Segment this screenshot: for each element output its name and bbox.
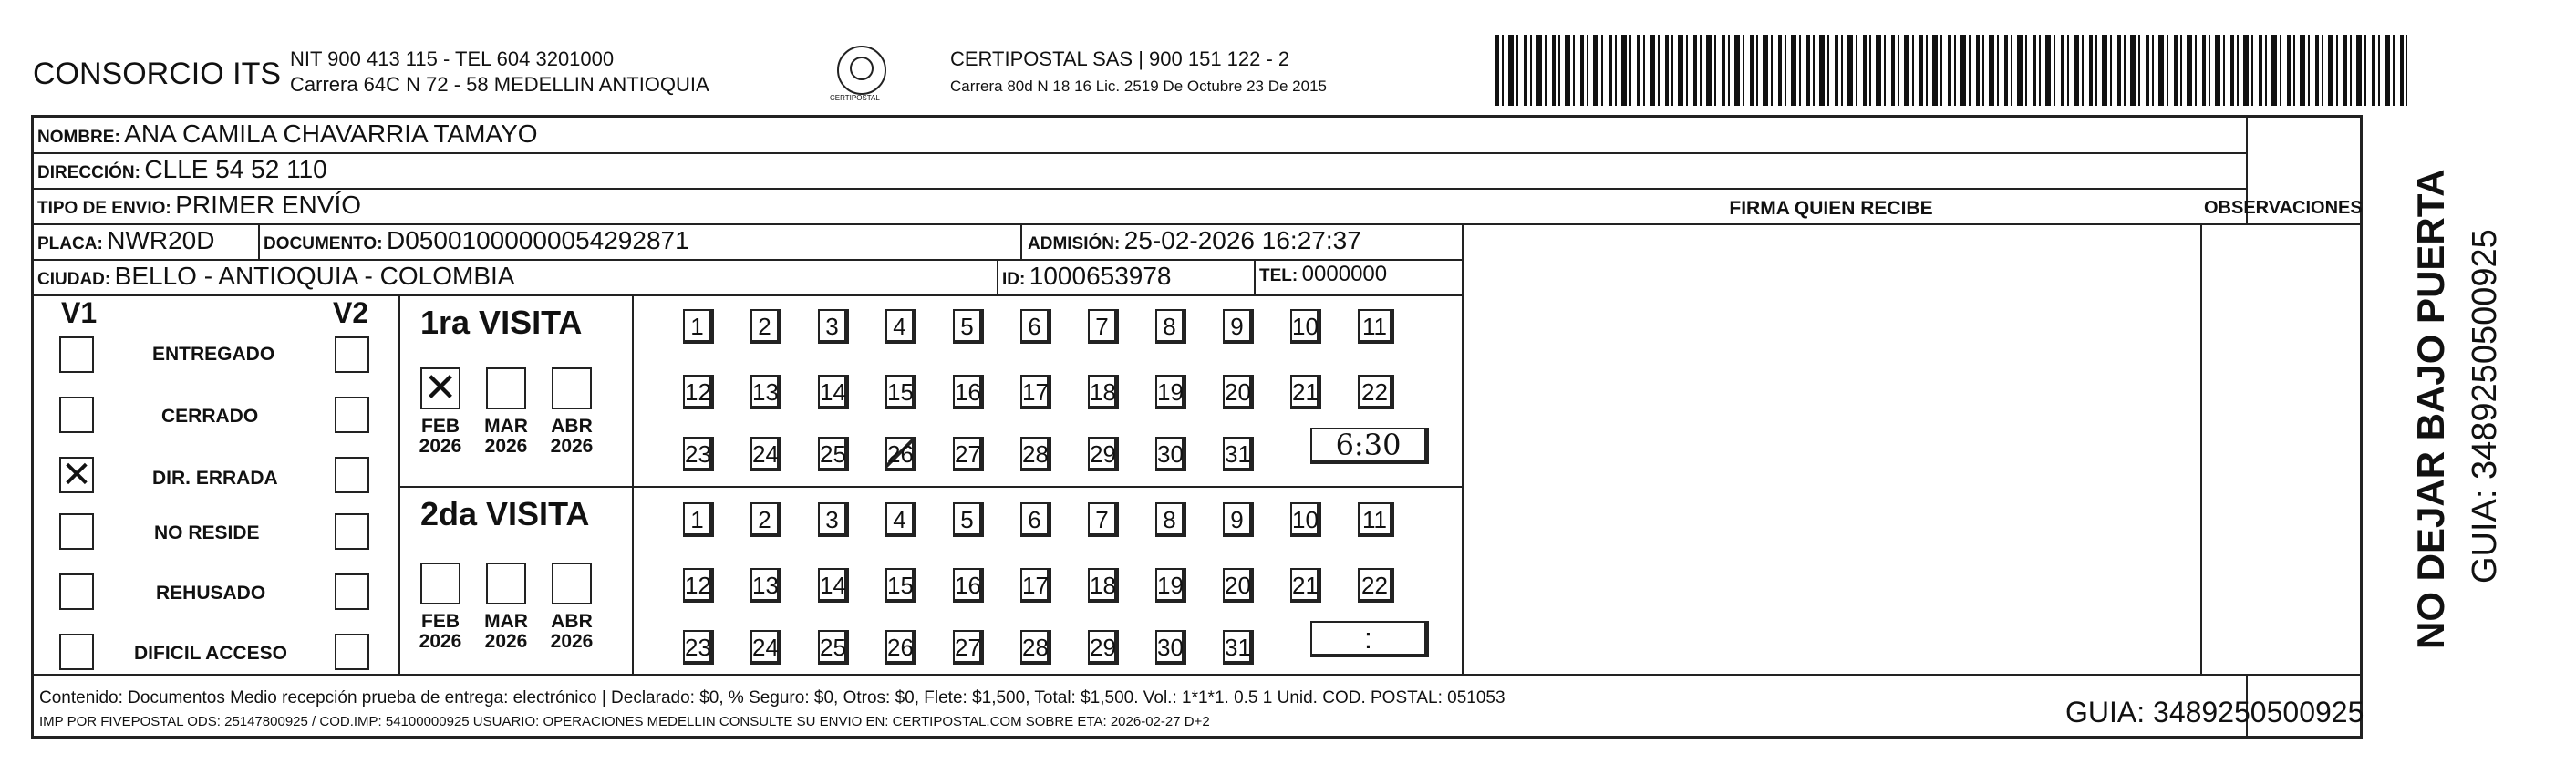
first-visit-day-22[interactable]: 22 <box>1358 375 1394 409</box>
license-line: Carrera 80d N 18 16 Lic. 2519 De Octubre 23 De 2015 <box>950 78 1327 95</box>
first-visit-day-6[interactable]: 6 <box>1020 309 1051 344</box>
second-visit-day-12[interactable]: 12 <box>683 568 714 603</box>
second-visit-day-13[interactable]: 13 <box>750 568 781 603</box>
first-visit-day-3[interactable]: 3 <box>818 309 849 344</box>
observaciones-label: OBSERVACIONES <box>2204 198 2363 218</box>
first-visit-day-1[interactable]: 1 <box>683 309 714 344</box>
first-visit-month-abr: ABR 2026 <box>550 416 594 457</box>
direccion-label: DIRECCIÓN: <box>37 163 140 182</box>
delivery-form <box>31 115 2363 739</box>
second-visit-day-3[interactable]: 3 <box>818 502 849 537</box>
second-visit-day-28[interactable]: 28 <box>1020 630 1051 665</box>
first-visit-day-19[interactable]: 19 <box>1155 375 1186 409</box>
first-visit-day-20[interactable]: 20 <box>1223 375 1254 409</box>
second-visit-day-17[interactable]: 17 <box>1020 568 1051 603</box>
first-visit-day-25[interactable]: 25 <box>818 437 849 471</box>
footer-contents: Contenido: Documentos Medio recepción prueba de entrega: electrónico | Declarado: $0, % Seguro: $0, Otros: $0, Flete: $1,500, Total: $1,500. Vol.: 1*1*1. 0.5 1 Unid. COD. POSTAL: 051053 <box>39 688 1505 708</box>
side-warning: NO DEJAR BAJO PUERTA <box>2409 169 2452 649</box>
id-label: ID: <box>1002 270 1026 289</box>
footer-print-info: IMP POR FIVEPOSTAL ODS: 25147800925 / COD.IMP: 54100000925 USUARIO: OPERACIONES MEDELLIN CONSULTE SU ENVIO EN: CERTIPOSTAL.COM SOBRE ETA: 2026-02-27 D+2 <box>39 714 1210 729</box>
second-visit-day-21[interactable]: 21 <box>1290 568 1321 603</box>
documento-label: DOCUMENTO: <box>264 234 383 253</box>
certipostal-line: CERTIPOSTAL SAS | 900 151 122 - 2 <box>950 47 1290 70</box>
first-visit-day-29[interactable]: 29 <box>1088 437 1119 471</box>
tel-row <box>1259 262 1387 287</box>
admision-value: 25-02-2026 16:27:37 <box>1123 226 1361 254</box>
second-visit-day-7[interactable]: 7 <box>1088 502 1119 537</box>
v2-checkbox-dir-errada[interactable] <box>335 457 369 493</box>
ciudad-value: BELLO - ANTIOQUIA - COLOMBIA <box>114 262 515 290</box>
first-visit-day-5[interactable]: 5 <box>953 309 984 344</box>
side-guia: GUIA: 3489250500925 <box>2466 229 2504 584</box>
placa-label: PLACA: <box>37 234 103 253</box>
first-visit-day-31[interactable]: 31 <box>1223 437 1254 471</box>
option-entregado: ENTREGADO <box>152 344 275 365</box>
certipostal-logo <box>837 46 886 95</box>
first-visit-day-26[interactable]: 26 <box>885 437 916 471</box>
first-visit-month-feb: FEB 2026 <box>419 416 462 457</box>
option-dir-errada: DIR. ERRADA <box>152 468 278 489</box>
second-visit-month-abr-checkbox[interactable] <box>552 563 592 604</box>
option-cerrado: CERRADO <box>161 406 259 427</box>
second-visit-day-27[interactable]: 27 <box>953 630 984 665</box>
v1-checkbox-cerrado[interactable] <box>59 397 94 433</box>
first-visit-day-18[interactable]: 18 <box>1088 375 1119 409</box>
second-visit-day-31[interactable]: 31 <box>1223 630 1254 665</box>
second-visit-day-9[interactable]: 9 <box>1223 502 1254 537</box>
second-visit-day-15[interactable]: 15 <box>885 568 916 603</box>
v2-label: V2 <box>333 296 369 329</box>
footer-guia: GUIA: 3489250500925 <box>2065 696 2364 728</box>
first-visit-day-15[interactable]: 15 <box>885 375 916 409</box>
nombre-value: ANA CAMILA CHAVARRIA TAMAYO <box>124 119 538 148</box>
second-visit-day-2[interactable]: 2 <box>750 502 781 537</box>
second-visit-day-5[interactable]: 5 <box>953 502 984 537</box>
first-visit-time[interactable]: 6:30 <box>1310 428 1429 464</box>
nit-tel: NIT 900 413 115 - TEL 604 3201000 <box>290 47 615 70</box>
second-visit-day-10[interactable]: 10 <box>1290 502 1321 537</box>
first-visit-day-27[interactable]: 27 <box>953 437 984 471</box>
first-visit-day-4[interactable]: 4 <box>885 309 916 344</box>
id-row <box>1002 262 1172 291</box>
first-visit-month-mar-checkbox[interactable] <box>486 367 526 409</box>
ciudad-label: CIUDAD: <box>37 270 111 289</box>
barcode <box>1495 35 2407 106</box>
first-visit-day-10[interactable]: 10 <box>1290 309 1321 344</box>
second-visit-day-29[interactable]: 29 <box>1088 630 1119 665</box>
v1-label: V1 <box>61 296 98 329</box>
second-visit-title: 2da VISITA <box>420 495 590 532</box>
second-visit-month-abr: ABR 2026 <box>550 611 594 652</box>
firma-label: FIRMA QUIEN RECIBE <box>1729 198 1933 219</box>
first-visit-day-21[interactable]: 21 <box>1290 375 1321 409</box>
v2-checkbox-entregado[interactable] <box>335 336 369 373</box>
second-visit-month-feb-checkbox[interactable] <box>420 563 460 604</box>
second-visit-day-14[interactable]: 14 <box>818 568 849 603</box>
first-visit-day-9[interactable]: 9 <box>1223 309 1254 344</box>
nombre-row <box>37 119 538 149</box>
documento-value: D05001000000054292871 <box>387 226 689 254</box>
first-visit-month-abr-checkbox[interactable] <box>552 367 592 409</box>
first-visit-month-mar: MAR 2026 <box>484 416 528 457</box>
second-visit-day-26[interactable]: 26 <box>885 630 916 665</box>
second-visit-day-16[interactable]: 16 <box>953 568 984 603</box>
tipo-label: TIPO DE ENVIO: <box>37 199 171 218</box>
second-visit-day-19[interactable]: 19 <box>1155 568 1186 603</box>
v2-checkbox-rehusado[interactable] <box>335 574 369 610</box>
first-visit-month-feb-checkbox[interactable]: ✕ <box>420 367 460 409</box>
placa-row <box>37 226 214 255</box>
first-visit-day-7[interactable]: 7 <box>1088 309 1119 344</box>
second-visit-day-24[interactable]: 24 <box>750 630 781 665</box>
first-visit-day-8[interactable]: 8 <box>1155 309 1186 344</box>
v1-checkbox-entregado[interactable] <box>59 336 94 373</box>
tel-label: TEL: <box>1259 266 1298 285</box>
admision-row <box>1028 226 1361 255</box>
id-value: 1000653978 <box>1029 262 1172 290</box>
company-name: CONSORCIO ITS <box>33 57 282 91</box>
first-visit-day-30[interactable]: 30 <box>1155 437 1186 471</box>
documento-row <box>264 226 689 255</box>
second-visit-month-mar-checkbox[interactable] <box>486 563 526 604</box>
second-visit-day-25[interactable]: 25 <box>818 630 849 665</box>
first-visit-day-17[interactable]: 17 <box>1020 375 1051 409</box>
first-visit-day-16[interactable]: 16 <box>953 375 984 409</box>
placa-value: NWR20D <box>107 226 215 254</box>
second-visit-day-30[interactable]: 30 <box>1155 630 1186 665</box>
second-visit-day-11[interactable]: 11 <box>1358 502 1394 537</box>
option-dificil-acceso: DIFICIL ACCESO <box>134 643 288 664</box>
first-visit-day-23[interactable]: 23 <box>683 437 714 471</box>
nombre-label: NOMBRE: <box>37 128 120 147</box>
logo-text: CERTIPOSTAL <box>830 94 880 102</box>
v1-checkbox-rehusado[interactable] <box>59 574 94 610</box>
first-visit-day-24[interactable]: 24 <box>750 437 781 471</box>
tel-value: 0000000 <box>1301 262 1388 286</box>
company-address: Carrera 64C N 72 - 58 MEDELLIN ANTIOQUIA <box>290 73 709 96</box>
second-visit-day-1[interactable]: 1 <box>683 502 714 537</box>
second-visit-day-6[interactable]: 6 <box>1020 502 1051 537</box>
v1-checkbox-dificil-acceso[interactable] <box>59 634 94 670</box>
second-visit-day-8[interactable]: 8 <box>1155 502 1186 537</box>
v2-checkbox-cerrado[interactable] <box>335 397 369 433</box>
tipo-row <box>37 191 361 220</box>
second-visit-day-20[interactable]: 20 <box>1223 568 1254 603</box>
option-rehusado: REHUSADO <box>156 583 266 604</box>
direccion-value: CLLE 54 52 110 <box>144 155 327 183</box>
admision-label: ADMISIÓN: <box>1028 234 1121 253</box>
v2-checkbox-dificil-acceso[interactable] <box>335 634 369 670</box>
second-visit-day-23[interactable]: 23 <box>683 630 714 665</box>
first-visit-day-28[interactable]: 28 <box>1020 437 1051 471</box>
first-visit-day-14[interactable]: 14 <box>818 375 849 409</box>
option-no-reside: NO RESIDE <box>154 522 260 543</box>
second-visit-month-feb: FEB 2026 <box>419 611 462 652</box>
ciudad-row <box>37 262 514 291</box>
second-visit-day-4[interactable]: 4 <box>885 502 916 537</box>
first-visit-day-13[interactable]: 13 <box>750 375 781 409</box>
second-visit-day-18[interactable]: 18 <box>1088 568 1119 603</box>
v1-checkbox-no-reside[interactable] <box>59 513 94 550</box>
second-visit-time[interactable]: : <box>1310 621 1429 657</box>
first-visit-day-11[interactable]: 11 <box>1358 309 1394 344</box>
v1-checkbox-dir-errada[interactable]: ✕ <box>59 457 94 493</box>
first-visit-day-12[interactable]: 12 <box>683 375 714 409</box>
first-visit-day-2[interactable]: 2 <box>750 309 781 344</box>
second-visit-month-mar: MAR 2026 <box>484 611 528 652</box>
first-visit-title: 1ra VISITA <box>420 304 583 341</box>
tipo-value: PRIMER ENVÍO <box>175 191 362 219</box>
direccion-row <box>37 155 327 184</box>
v2-checkbox-no-reside[interactable] <box>335 513 369 550</box>
second-visit-day-22[interactable]: 22 <box>1358 568 1394 603</box>
